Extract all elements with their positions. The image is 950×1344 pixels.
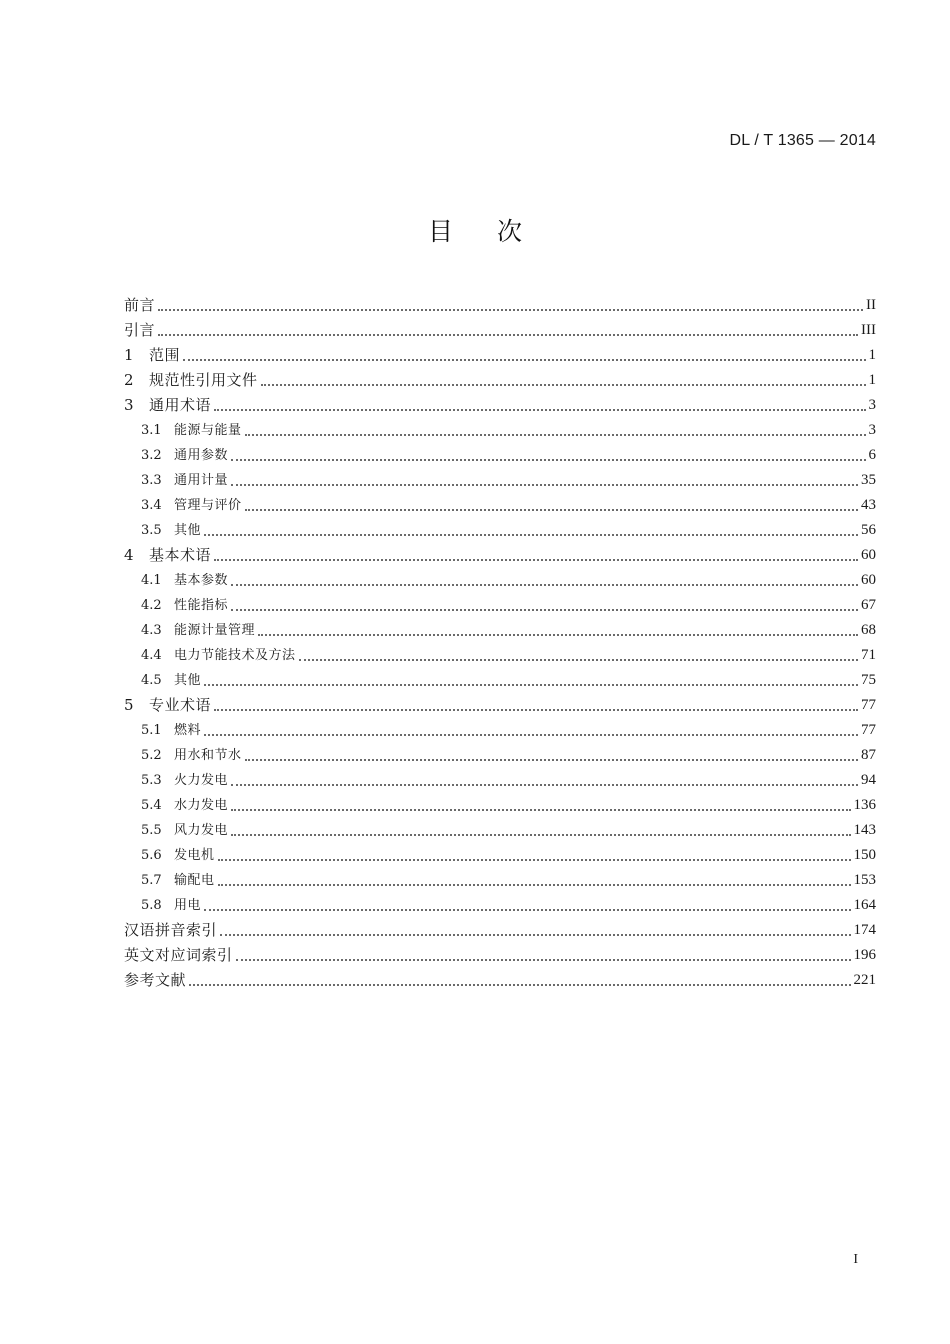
toc-entry-label: 燃料 [174,723,202,738]
toc-entry-label: 通用参数 [174,448,229,463]
toc-dot-leader [220,934,850,936]
toc-entry-page: 1 [868,372,876,388]
toc-entry-label: 汉语拼音索引 [124,921,218,939]
toc-entry-number: 4.5 [141,673,162,688]
toc-entry-page: 56 [861,522,876,538]
toc-entry[interactable] [124,840,876,865]
toc-entry-number: 1 [124,346,134,364]
toc-entry-label: 风力发电 [174,823,229,838]
toc-entry-label: 通用计量 [174,473,229,488]
toc-entry-label: 前言 [124,296,156,314]
toc-dot-leader [214,559,858,561]
toc-entry-label: 基本术语 [149,546,212,564]
toc-entry-number: 5.7 [141,873,162,888]
toc-entry[interactable] [124,640,876,665]
toc-entry-page: III [861,322,876,338]
toc-entry[interactable] [124,715,876,740]
toc-dot-leader [204,909,850,911]
toc-entry-page: 221 [853,972,876,988]
toc-dot-leader [299,659,858,661]
toc-entry-label: 其他 [174,523,202,538]
toc-entry[interactable] [124,765,876,790]
toc-entry-number: 3.4 [141,498,162,513]
toc-entry-page: 35 [861,472,876,488]
toc-entry-page: 196 [853,947,876,963]
toc-dot-leader [258,634,858,636]
toc-entry-page: 3 [868,422,876,438]
toc-entry-number: 3.1 [141,423,162,438]
toc-entry[interactable] [124,440,876,465]
toc-entry[interactable] [124,540,876,565]
toc-entry[interactable] [124,865,876,890]
toc-entry-number: 4.3 [141,623,162,638]
toc-entry[interactable] [124,290,876,315]
toc-dot-leader [231,834,850,836]
toc-entry-label: 英文对应词索引 [124,946,233,964]
toc-dot-leader [204,734,858,736]
toc-entry-number: 4.1 [141,573,162,588]
toc-entry-label: 管理与评价 [174,498,242,513]
toc-entry-label: 参考文献 [124,971,187,989]
toc-entry-number: 5.2 [141,748,162,763]
toc-entry-page: 60 [861,572,876,588]
toc-entry-label: 用水和节水 [174,748,242,763]
toc-entry-page: 143 [853,822,876,838]
toc-dot-leader [183,359,865,361]
toc-entry-page: 87 [861,747,876,763]
toc-entry-page: 75 [861,672,876,688]
toc-entry-label: 基本参数 [174,573,229,588]
toc-entry[interactable] [124,465,876,490]
toc-entry[interactable] [124,890,876,915]
toc-entry[interactable] [124,340,876,365]
toc-entry-label: 专业术语 [149,696,212,714]
toc-entry-number: 3 [124,396,134,414]
toc-entry-number: 4.2 [141,598,162,613]
toc-dot-leader [189,984,850,986]
toc-entry-page: 136 [853,797,876,813]
toc-entry-page: 3 [868,397,876,413]
toc-entry[interactable] [124,565,876,590]
toc-entry-number: 4 [124,546,134,564]
toc-dot-leader [204,534,858,536]
toc-entry-label: 性能指标 [174,598,229,613]
toc-dot-leader [158,334,858,336]
toc-entry-label: 发电机 [174,848,215,863]
toc-entry-label: 输配电 [174,873,215,888]
toc-entry[interactable] [124,315,876,340]
toc-entry-number: 3.3 [141,473,162,488]
toc-entry[interactable] [124,790,876,815]
toc-dot-leader [231,609,858,611]
toc-entry-label: 范围 [149,346,181,364]
toc-entry-page: 43 [861,497,876,513]
toc-entry-label: 能源计量管理 [174,623,256,638]
toc-dot-leader [231,484,858,486]
toc-entry-label: 规范性引用文件 [149,371,258,389]
toc-entry[interactable] [124,690,876,715]
toc-dot-leader [214,709,858,711]
toc-entry-number: 5.3 [141,773,162,788]
toc-entry-page: 68 [861,622,876,638]
toc-entry[interactable] [124,940,876,965]
toc-dot-leader [231,809,850,811]
toc-dot-leader [231,459,865,461]
toc-entry-number: 5.8 [141,898,162,913]
toc-entry-page: 150 [853,847,876,863]
toc-entry[interactable] [124,740,876,765]
toc-entry[interactable] [124,415,876,440]
toc-entry-number: 3.5 [141,523,162,538]
toc-dot-leader [158,309,863,311]
toc-entry-label: 其他 [174,673,202,688]
toc-entry-page: 77 [861,722,876,738]
toc-entry-page: 153 [853,872,876,888]
toc-dot-leader [218,884,851,886]
toc-dot-leader [245,434,866,436]
standard-code: DL / T 1365 — 2014 [729,132,876,149]
toc-entry-label: 水力发电 [174,798,229,813]
toc-entry[interactable] [124,815,876,840]
toc-dot-leader [231,784,858,786]
toc-entry-number: 3.2 [141,448,162,463]
toc-entry-page: 1 [868,347,876,363]
toc-entry-label: 电力节能技术及方法 [174,648,296,663]
toc-entry[interactable] [124,965,876,990]
toc-entry-page: 6 [868,447,876,463]
toc-entry-label: 能源与能量 [174,423,242,438]
toc-entry-number: 5.4 [141,798,162,813]
toc-entry[interactable] [124,915,876,940]
toc-entry-number: 4.4 [141,648,162,663]
page-title: 目次 [427,217,566,246]
toc-dot-leader [261,384,866,386]
toc-entry-label: 引言 [124,321,156,339]
toc-entry[interactable] [124,590,876,615]
toc-dot-leader [245,759,858,761]
toc-entry-page: 71 [861,647,876,663]
toc-entry-number: 5 [124,696,134,714]
toc-dot-leader [231,584,858,586]
toc-entry[interactable] [124,615,876,640]
toc-entry-page: 174 [853,922,876,938]
toc-entry[interactable] [124,390,876,415]
toc-entry-page: 164 [853,897,876,913]
toc-entry-number: 5.6 [141,848,162,863]
toc-entry[interactable] [124,665,876,690]
toc-entry-page: 67 [861,597,876,613]
toc-entry-number: 5.5 [141,823,162,838]
toc-entry-label: 通用术语 [149,396,212,414]
table-of-contents [124,290,876,990]
toc-entry-number: 5.1 [141,723,162,738]
page-number: I [853,1252,858,1267]
toc-dot-leader [204,684,858,686]
toc-entry-page: 77 [861,697,876,713]
toc-entry[interactable] [124,490,876,515]
toc-dot-leader [214,409,865,411]
toc-dot-leader [218,859,851,861]
toc-dot-leader [236,959,851,961]
toc-entry-number: 2 [124,371,134,389]
toc-entry-label: 火力发电 [174,773,229,788]
toc-entry-label: 用电 [174,898,202,913]
toc-entry[interactable] [124,365,876,390]
toc-entry-page: 94 [861,772,876,788]
toc-entry[interactable] [124,515,876,540]
toc-entry-page: II [866,297,876,313]
toc-entry-page: 60 [861,547,876,563]
toc-dot-leader [245,509,858,511]
